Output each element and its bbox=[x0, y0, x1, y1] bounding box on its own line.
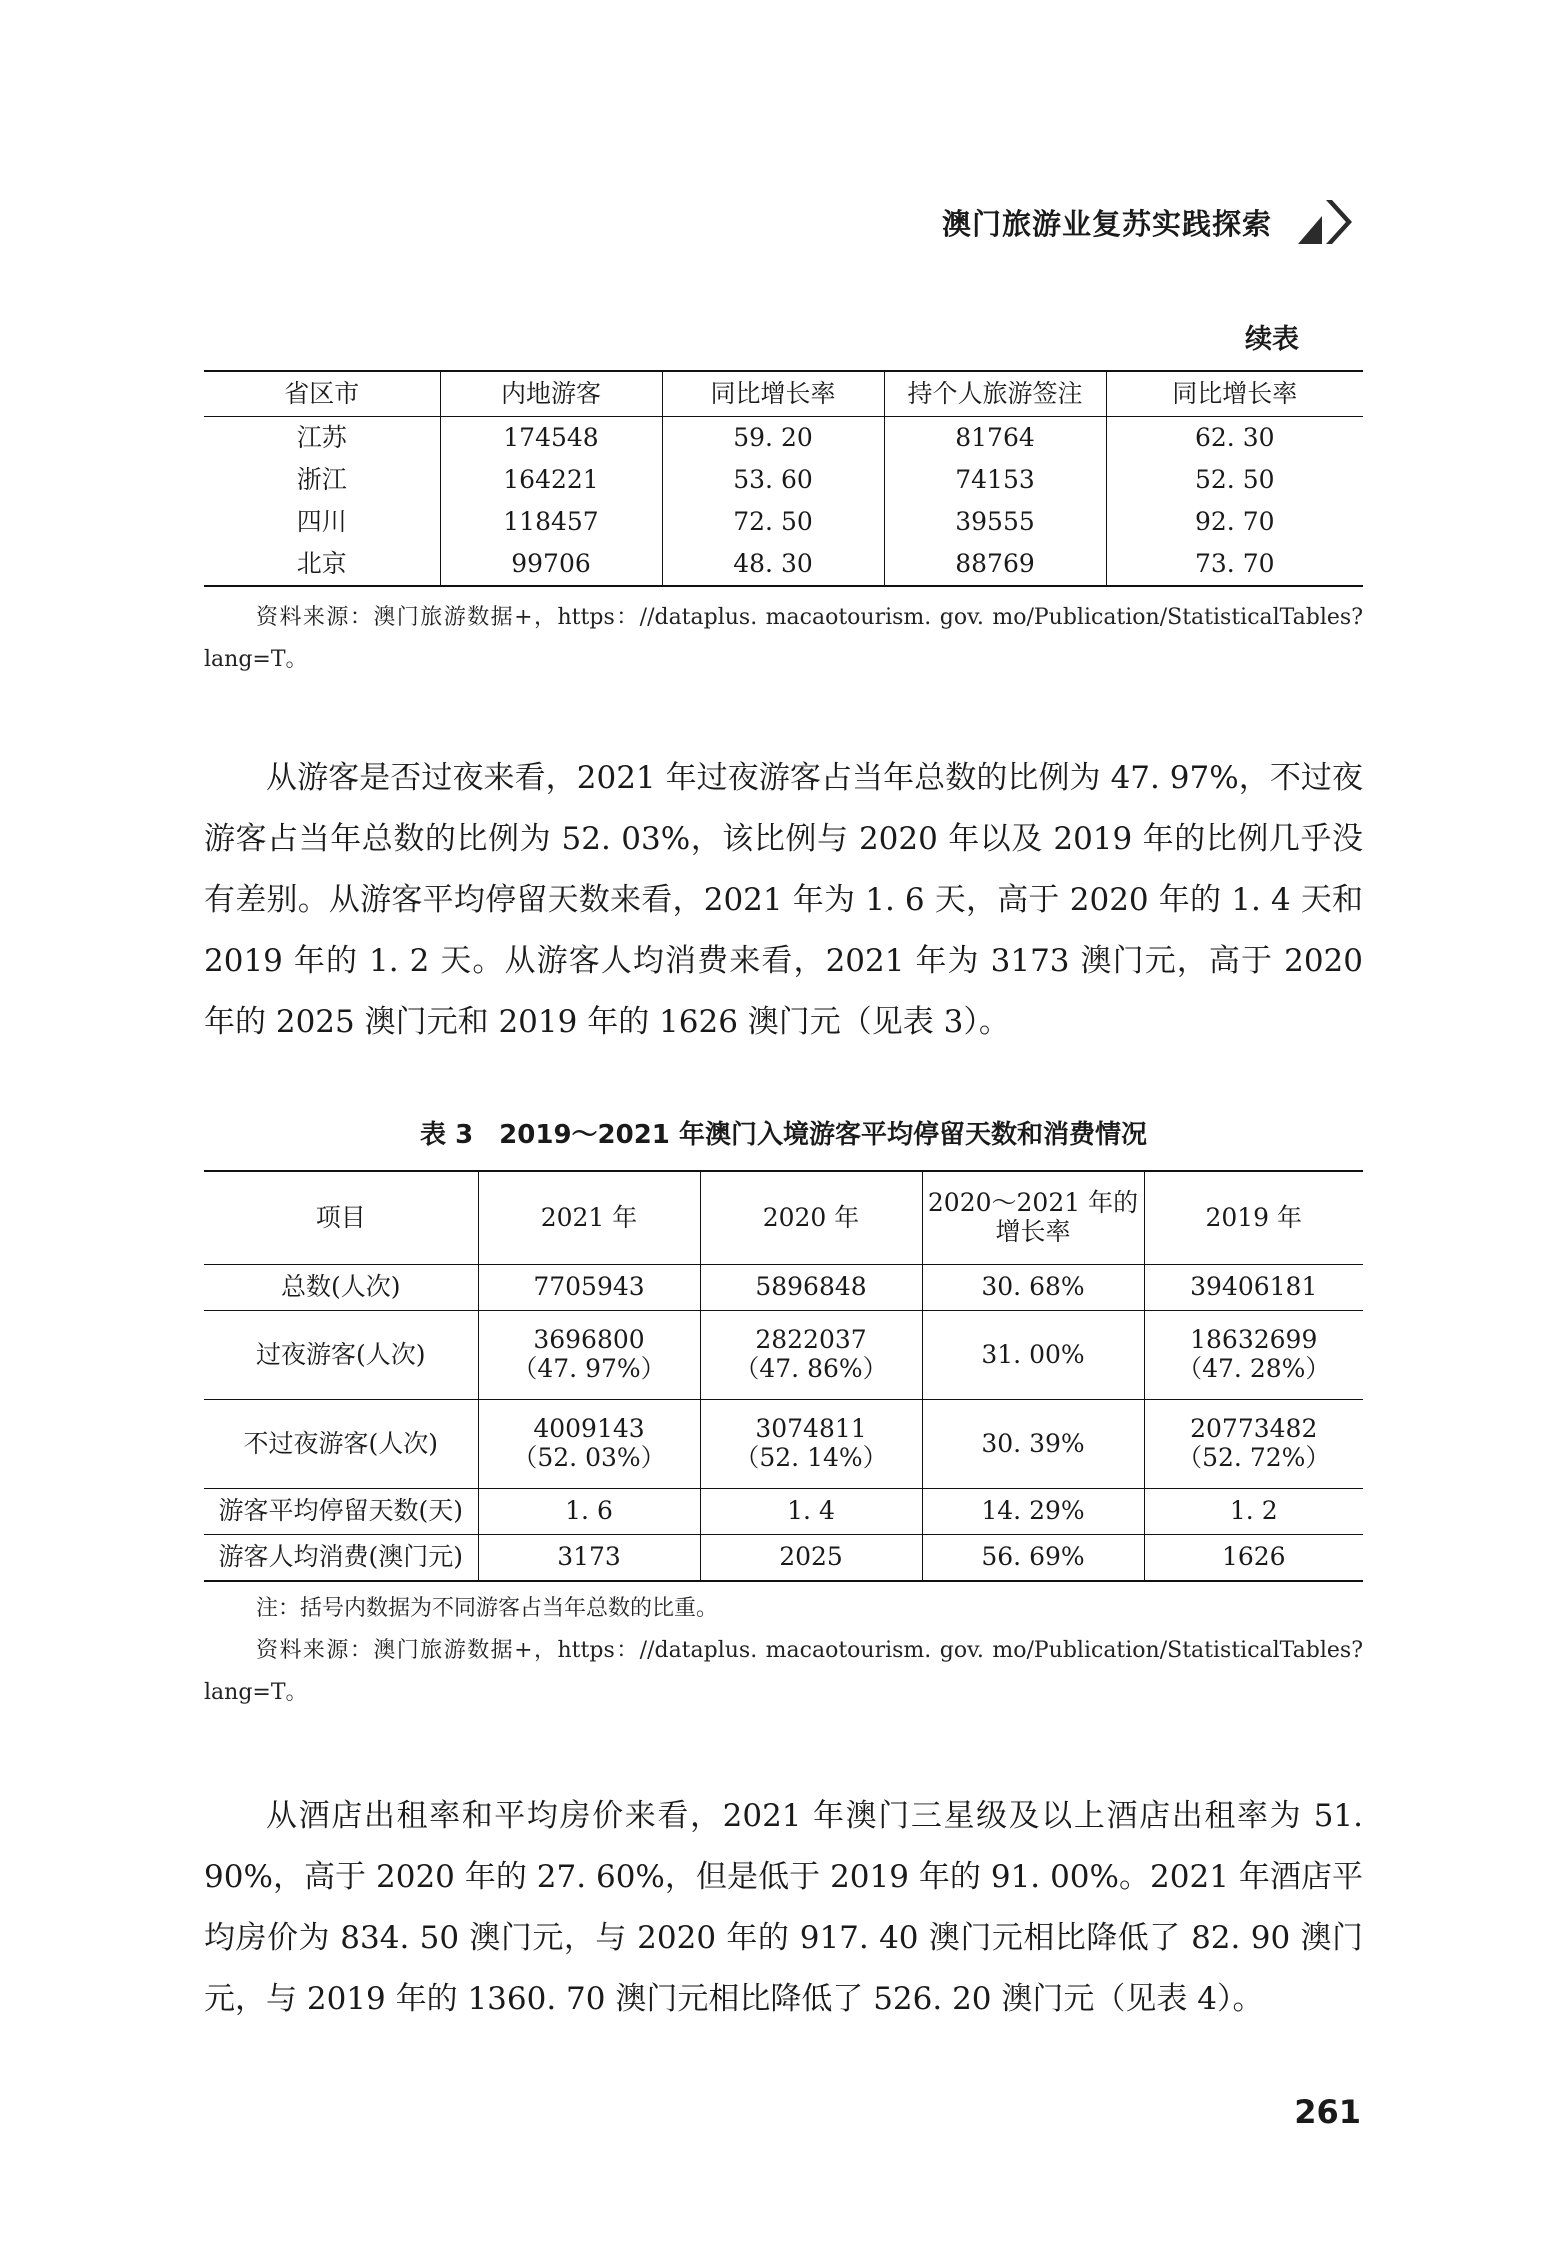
table-cell bbox=[1144, 1311, 1363, 1400]
cell-share: （47. 86%） bbox=[734, 1354, 888, 1383]
table-cell: 四川 bbox=[296, 506, 347, 536]
table-cell: 1. 4 bbox=[700, 1489, 922, 1535]
table-cell: 72. 50 bbox=[662, 501, 884, 543]
column-header: 持个人旅游签注 bbox=[884, 371, 1106, 417]
table-cell: 59. 20 bbox=[662, 417, 884, 460]
table-cell: 30. 68% bbox=[922, 1265, 1144, 1311]
column-header: 内地游客 bbox=[440, 371, 662, 417]
row-label: 总数(人次) bbox=[204, 1265, 478, 1311]
table-cell: 7705943 bbox=[478, 1265, 700, 1311]
table-cell: 39406181 bbox=[1144, 1265, 1363, 1311]
table-cell: 14. 29% bbox=[922, 1489, 1144, 1535]
row-label: 游客平均停留天数(天) bbox=[204, 1489, 478, 1535]
table-cell: 53. 60 bbox=[662, 459, 884, 501]
column-header: 2021 年 bbox=[478, 1171, 700, 1265]
table-cell: 164221 bbox=[440, 459, 662, 501]
table-cell: 1626 bbox=[1144, 1535, 1363, 1582]
column-header: 项目 bbox=[204, 1171, 478, 1265]
table2-section bbox=[204, 320, 1363, 681]
table-cell: 3173 bbox=[478, 1535, 700, 1582]
table-cell: 81764 bbox=[884, 417, 1106, 460]
table-cell: 73. 70 bbox=[1106, 543, 1363, 586]
table-cell: 56. 69% bbox=[922, 1535, 1144, 1582]
page-number: 261 bbox=[1294, 2093, 1361, 2131]
cell-share: （47. 28%） bbox=[1177, 1354, 1331, 1383]
table-cell: 88769 bbox=[884, 543, 1106, 586]
table-cell bbox=[1144, 1400, 1363, 1489]
cell-value: 3074811 bbox=[755, 1414, 867, 1444]
column-header-line: 增长率 bbox=[995, 1217, 1071, 1246]
table-row-spending bbox=[204, 1535, 1363, 1582]
table-cell bbox=[478, 1311, 700, 1400]
table-row bbox=[204, 543, 1363, 586]
cell-share: （52. 72%） bbox=[1177, 1443, 1331, 1472]
body-paragraph: 从游客是否过夜来看，2021 年过夜游客占当年总数的比例为 47. 97%，不过夜游客占当年总数的比例为 52. 03%，该比例与 2020 年以及 2019 年的比例几乎没有差别。从游客平均停留天数来看，2021 年为 1. 6 天，高于 2020 年的 1. 4 天和 2019 年的 1. 2 天。从游客人均消费来看，2021 年为 3173 澳门元，高于 2020 年的 2025 澳门元和 2019 年的 1626 澳门元（见表 3）。 bbox=[204, 760, 1363, 1040]
cell-share: （47. 97%） bbox=[512, 1354, 666, 1383]
cell-value: 4009143 bbox=[533, 1414, 645, 1444]
table-cell: 39555 bbox=[884, 501, 1106, 543]
table-cell: 62. 30 bbox=[1106, 417, 1363, 460]
table-source-note: 资料来源：澳门旅游数据+，https：//dataplus. macaotourism. gov. mo/Publication/StatisticalTables? lang=T。 bbox=[204, 605, 1363, 672]
table-row-stay bbox=[204, 1489, 1363, 1535]
table-note: 注：括号内数据为不同游客占当年总数的比重。 bbox=[256, 1596, 719, 1621]
table-row-same-day bbox=[204, 1400, 1363, 1489]
table-header-row bbox=[204, 1171, 1363, 1265]
row-label: 不过夜游客(人次) bbox=[204, 1400, 478, 1489]
table-caption: 表 3 2019～2021 年澳门入境游客平均停留天数和消费情况 bbox=[420, 1120, 1147, 1150]
column-header: 同比增长率 bbox=[1106, 371, 1363, 417]
table-cell bbox=[478, 1400, 700, 1489]
table-row bbox=[204, 417, 1363, 460]
table2 bbox=[204, 370, 1363, 587]
table-cell: 北京 bbox=[296, 548, 347, 578]
cell-value: 20773482 bbox=[1190, 1414, 1318, 1444]
table-cell: 江苏 bbox=[296, 422, 347, 452]
column-header: 同比增长率 bbox=[662, 371, 884, 417]
row-label: 游客人均消费(澳门元) bbox=[204, 1535, 478, 1582]
table-cell: 99706 bbox=[440, 543, 662, 586]
table3 bbox=[204, 1170, 1363, 1582]
table-row-total bbox=[204, 1265, 1363, 1311]
running-title: 澳门旅游业复苏实践探索 bbox=[941, 206, 1272, 241]
chapter-arrow-icon bbox=[1296, 196, 1360, 248]
table-row-overnight bbox=[204, 1311, 1363, 1400]
table-continued-label: 续表 bbox=[1245, 324, 1299, 355]
running-header bbox=[942, 196, 1360, 248]
table-cell: 浙江 bbox=[296, 464, 347, 494]
cell-value: 3696800 bbox=[533, 1325, 645, 1355]
column-header-line: 2020～2021 年的 bbox=[927, 1188, 1139, 1218]
table-row bbox=[204, 459, 1363, 501]
table-cell: 48. 30 bbox=[662, 543, 884, 586]
table-cell: 2025 bbox=[700, 1535, 922, 1582]
table-source-note: 资料来源：澳门旅游数据+，https：//dataplus. macaotourism. gov. mo/Publication/StatisticalTables? lang=T。 bbox=[204, 1638, 1363, 1705]
table-cell: 30. 39% bbox=[922, 1400, 1144, 1489]
cell-value: 2822037 bbox=[755, 1325, 867, 1355]
row-label: 过夜游客(人次) bbox=[204, 1311, 478, 1400]
cell-share: （52. 14%） bbox=[734, 1443, 888, 1472]
table-cell: 1. 2 bbox=[1144, 1489, 1363, 1535]
table-cell: 5896848 bbox=[700, 1265, 922, 1311]
table-row bbox=[204, 501, 1363, 543]
cell-share: （52. 03%） bbox=[512, 1443, 666, 1472]
table-cell: 1. 6 bbox=[478, 1489, 700, 1535]
table-cell: 52. 50 bbox=[1106, 459, 1363, 501]
column-header: 2019 年 bbox=[1144, 1171, 1363, 1265]
column-header: 省区市 bbox=[204, 371, 440, 417]
table-header-row bbox=[204, 371, 1363, 417]
table-cell: 92. 70 bbox=[1106, 501, 1363, 543]
table-cell bbox=[700, 1311, 922, 1400]
table-cell: 174548 bbox=[440, 417, 662, 460]
cell-value: 18632699 bbox=[1190, 1325, 1318, 1355]
table-cell: 118457 bbox=[440, 501, 662, 543]
table-cell: 31. 00% bbox=[922, 1311, 1144, 1400]
table3-section bbox=[204, 1110, 1363, 1714]
body-paragraph: 从酒店出租率和平均房价来看，2021 年澳门三星级及以上酒店出租率为 51. 90%，高于 2020 年的 27. 60%，但是低于 2019 年的 91. 00%。2021 年酒店平均房价为 834. 50 澳门元，与 2020 年的 917. 40 澳门元相比降低了 82. 90 澳门元，与 2019 年的 1360. 70 澳门元相比降低了 526. 20 澳门元（见表 4）。 bbox=[204, 1798, 1363, 2017]
table-cell bbox=[700, 1400, 922, 1489]
column-header-growth bbox=[922, 1171, 1144, 1265]
column-header: 2020 年 bbox=[700, 1171, 922, 1265]
table-cell: 74153 bbox=[884, 459, 1106, 501]
